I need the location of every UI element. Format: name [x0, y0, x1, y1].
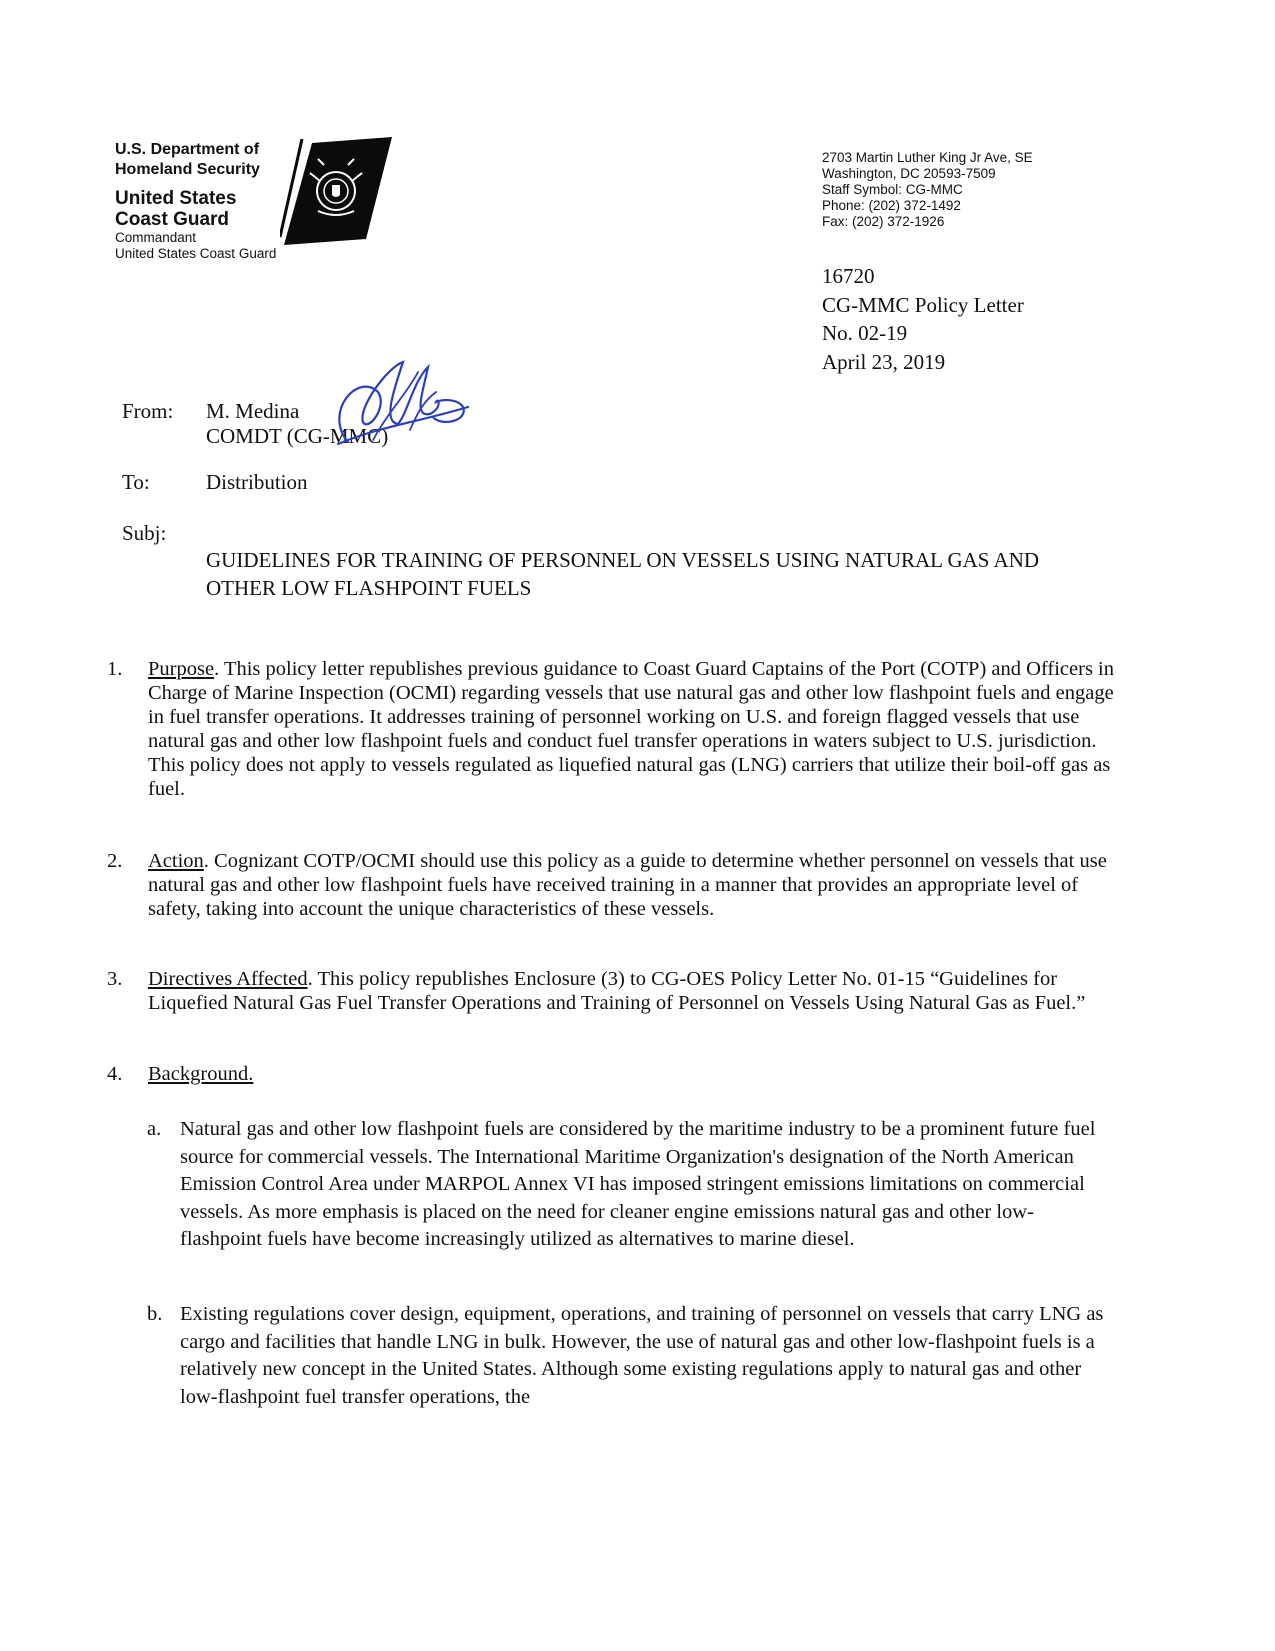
subsection-letter: a.	[147, 1118, 162, 1140]
address-line: Phone: (202) 372-1492	[822, 198, 961, 213]
agency-department: U.S. Department of	[115, 141, 260, 158]
subj-label: Subj:	[122, 521, 167, 545]
agency-uscg: United States Coast Guard	[115, 246, 277, 261]
subj-value: GUIDELINES FOR TRAINING OF PERSONNEL ON VESSELS USING NATURAL GAS AND OTHER LOW FLASHPOINT FUELS	[206, 548, 1040, 600]
agency-commandant: Commandant	[115, 230, 197, 245]
subsection-4a	[147, 1116, 1110, 1254]
section-heading: Action	[148, 850, 204, 872]
subsection-letter: b.	[147, 1303, 163, 1325]
letter-number: No. 02-19	[822, 321, 908, 345]
subsection-text: Existing regulations cover design, equipment, operations, and training of personnel on vessels that carry LNG as cargo and facilities that handle LNG in bulk. However, the use of natural gas and other low-flashpoint fuels is a relatively new concept in the United States. Although some existing regulations apply to natural gas and other low-flashpoint fuel transfer operations, the	[180, 1303, 1104, 1408]
address-line: Fax: (202) 372-1926	[822, 214, 945, 229]
address-line: 2703 Martin Luther King Jr Ave, SE	[822, 150, 1033, 165]
from-label: From:	[122, 399, 174, 423]
section-text: . This policy letter republishes previous guidance to Coast Guard Captains of the Port (COTP) and Officers in Charge of Marine Inspection (OCMI) regarding vessels that use natural gas and other low flashpoint fuels and engage in fuel transfer operations. It addresses training of personnel working on U.S. and foreign flagged vessels that use natural gas and other low flashpoint fuels and conduct fuel transfer operations in waters subject to U.S. jurisdiction. This policy does not apply to vessels regulated as liquefied natural gas (LNG) carriers that utilize their boil-off gas as fuel.	[148, 658, 1114, 800]
section-background	[107, 1062, 1133, 1086]
from-office: COMDT (CG-MMC)	[206, 424, 389, 448]
section-purpose	[107, 657, 1133, 801]
from-name: M. Medina	[206, 399, 300, 423]
agency-block	[115, 140, 276, 262]
section-heading: Background.	[148, 1063, 254, 1085]
subsection-4b	[147, 1301, 1110, 1411]
to-label: To:	[122, 470, 150, 494]
signature-icon	[318, 352, 478, 452]
section-heading: Purpose	[148, 658, 215, 680]
agency-department-2: Homeland Security	[115, 161, 260, 178]
reference-block	[822, 262, 1024, 376]
section-number: 2.	[107, 850, 123, 872]
address-line: Washington, DC 20593-7509	[822, 166, 996, 181]
coast-guard-seal-icon	[280, 137, 392, 247]
agency-coast-guard: United States	[115, 188, 237, 209]
agency-coast-guard-2: Coast Guard	[115, 209, 230, 230]
ssic: 16720	[822, 264, 875, 288]
section-directives	[107, 967, 1133, 1015]
address-line: Staff Symbol: CG-MMC	[822, 182, 963, 197]
letter-date: April 23, 2019	[822, 349, 946, 374]
section-text: . This policy republishes Enclosure (3) to CG-OES Policy Letter No. 01-15 “Guidelines for Liquefied Natural Gas Fuel Transfer Operations and Training of Personnel on Vessels Using Natural Gas as Fuel.”	[148, 968, 1086, 1014]
to-value: Distribution	[206, 470, 308, 494]
section-heading: Directives Affected	[148, 968, 308, 990]
section-action	[107, 849, 1133, 921]
section-number: 1.	[107, 658, 123, 680]
section-text: . Cognizant COTP/OCMI should use this policy as a guide to determine whether personnel on vessels that use natural gas and other low flashpoint fuels have received training in a manner that provides an appropriate level of safety, taking into account the unique characteristics of these vessels.	[148, 850, 1107, 920]
subsection-text: Natural gas and other low flashpoint fuels are considered by the maritime industry to be a prominent future fuel source for commercial vessels. The International Maritime Organization's designation of the North American Emission Control Area under MARPOL Annex VI has imposed stringent emissions limitations on commercial vessels. As more emphasis is placed on the need for cleaner engine emissions natural gas and other low-flashpoint fuels have become increasingly utilized as alternatives to marine diesel.	[180, 1118, 1096, 1250]
address-block	[822, 150, 1033, 230]
section-number: 4.	[107, 1063, 123, 1085]
letter-title: CG-MMC Policy Letter	[822, 292, 1024, 317]
section-number: 3.	[107, 968, 123, 990]
